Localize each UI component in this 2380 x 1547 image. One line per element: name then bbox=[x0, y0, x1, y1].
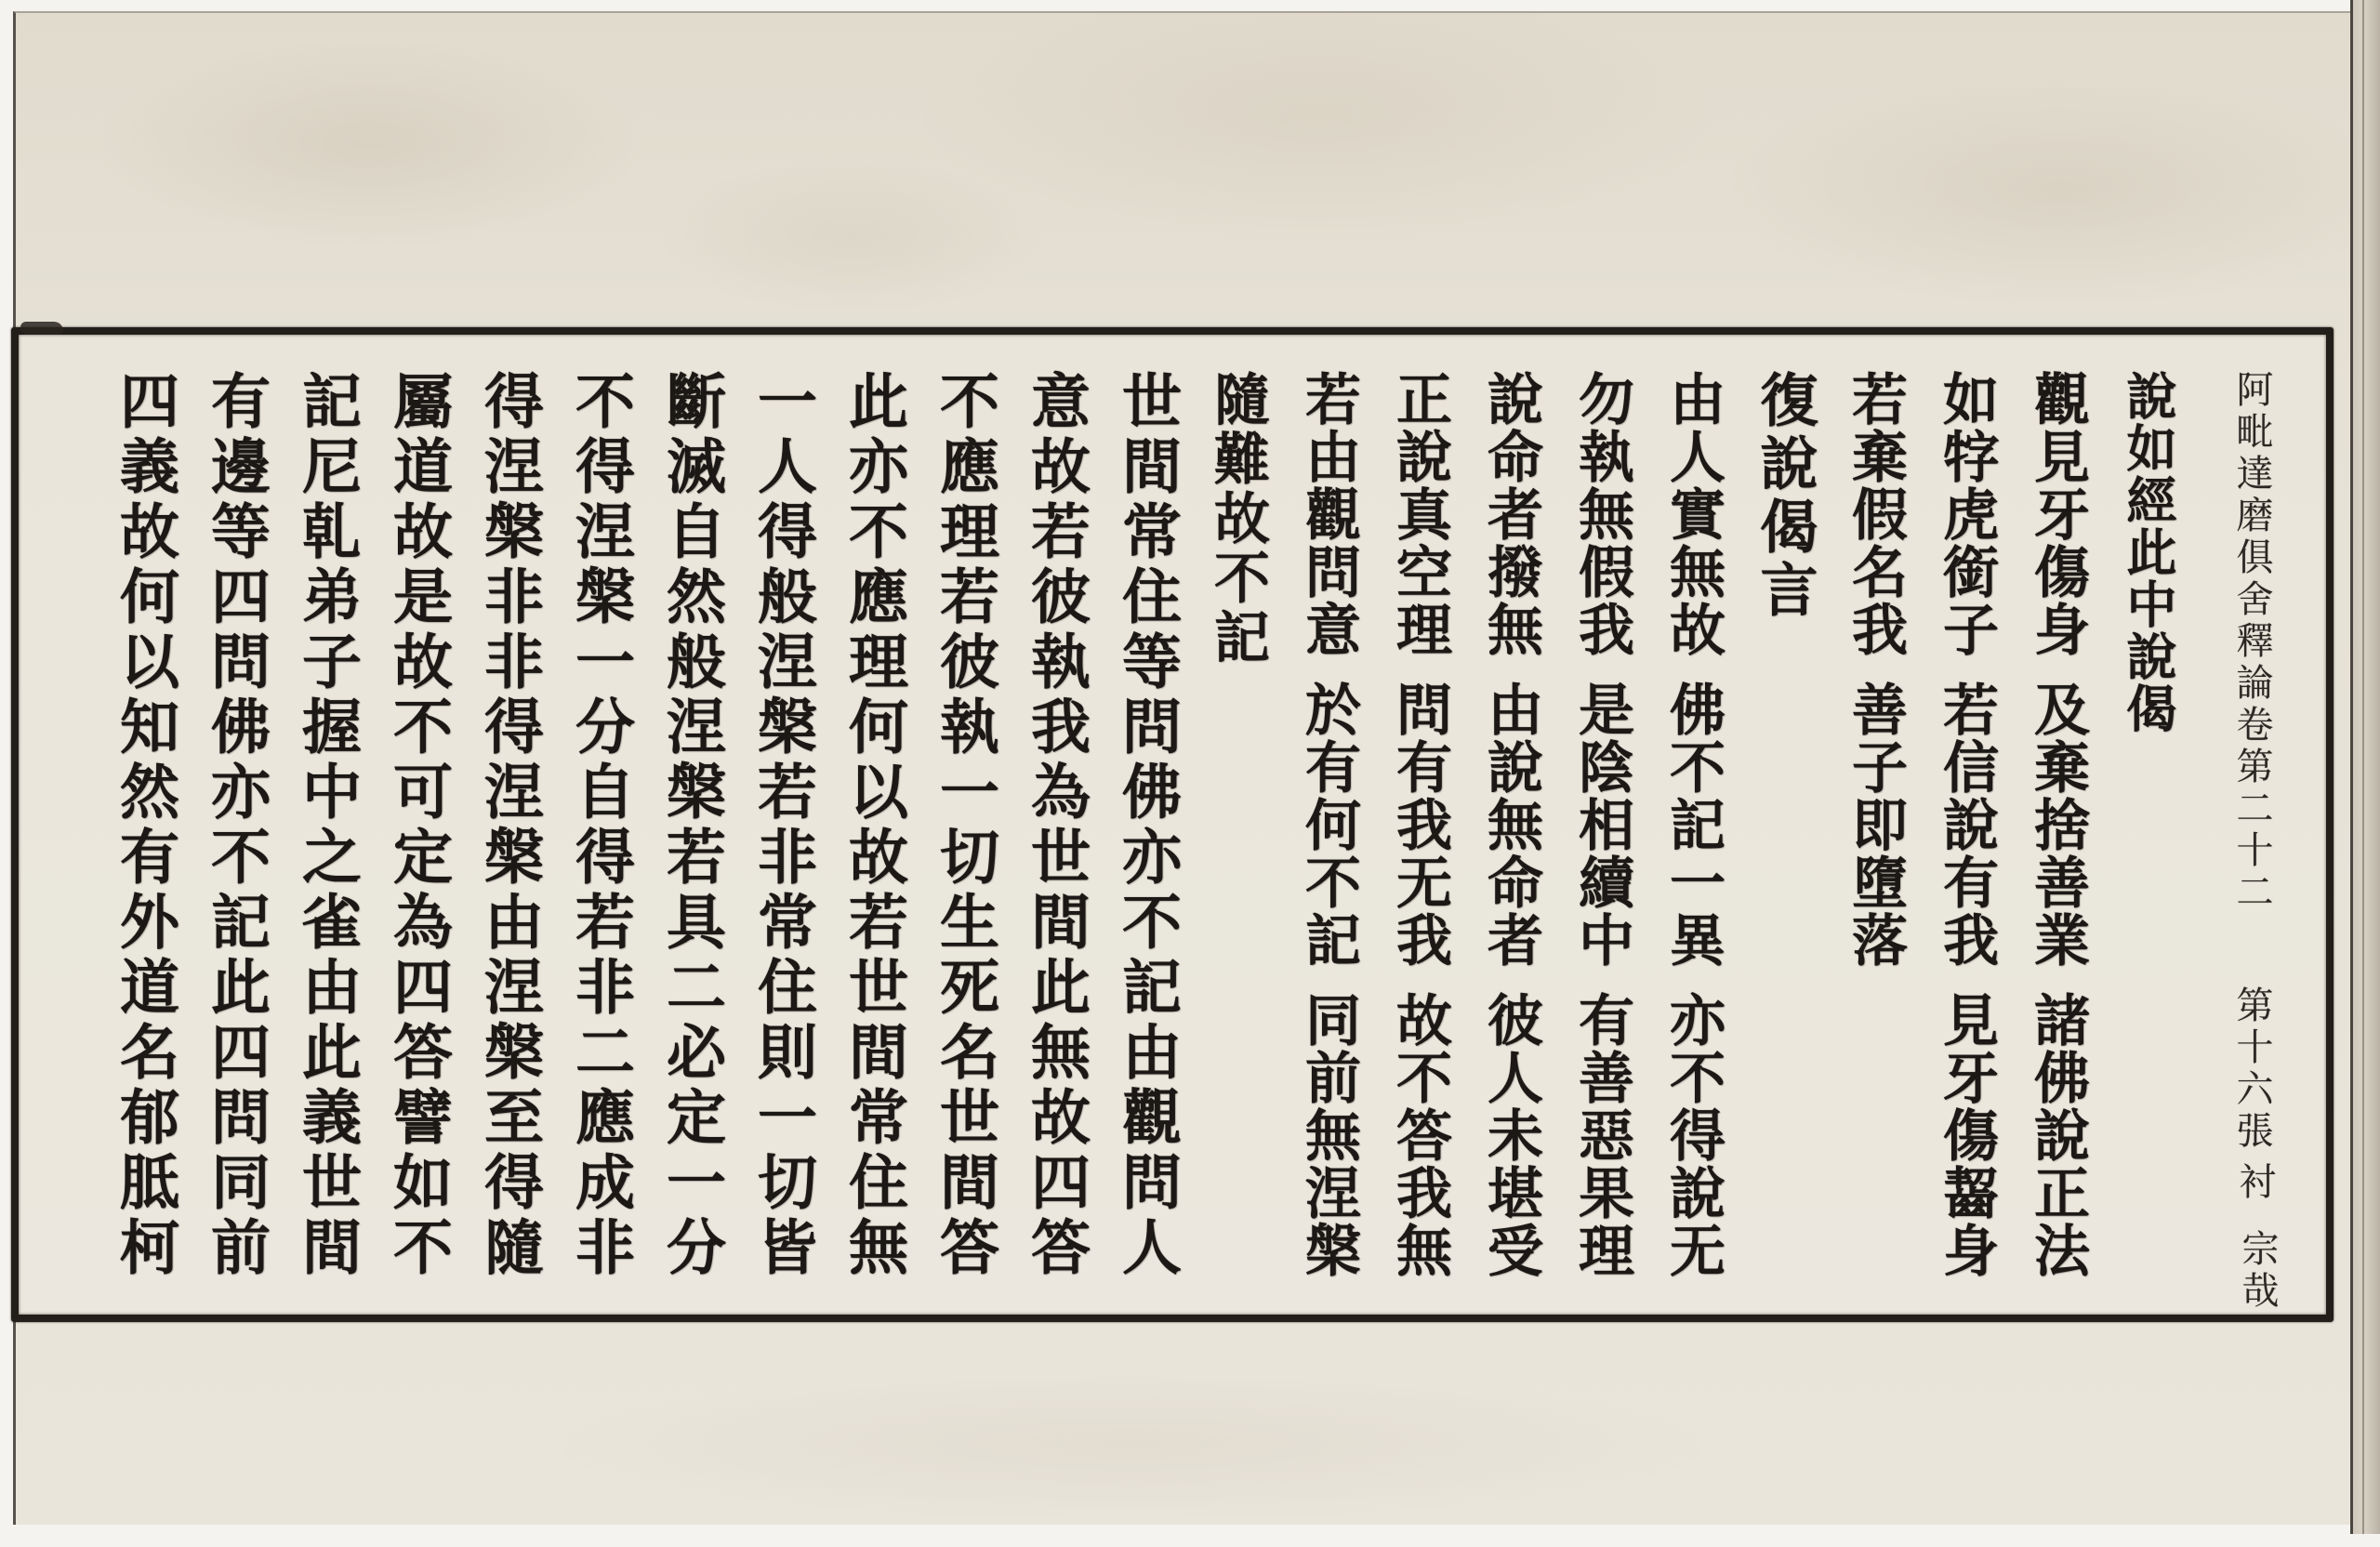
text-column-22 bbox=[198, 370, 272, 1281]
verse-phrase: 故不答我無 bbox=[1387, 991, 1452, 1279]
text-column-18 bbox=[562, 370, 637, 1281]
column-text: 說如經此中說偈 bbox=[2119, 370, 2178, 734]
verse-column-7 bbox=[1565, 370, 1639, 1279]
text-column-19 bbox=[471, 370, 546, 1281]
text-column-16 bbox=[745, 370, 819, 1281]
column-text: 世間常住等問佛亦不記由觀問人 bbox=[1112, 370, 1182, 1281]
text-column-13 bbox=[1018, 370, 1092, 1281]
text-column-12 bbox=[1109, 370, 1183, 1281]
verse-phrase: 彼人未堪受 bbox=[1478, 991, 1543, 1279]
verse-phrase: 見牙傷齧身 bbox=[1934, 991, 1999, 1279]
text-column-15 bbox=[836, 370, 910, 1281]
verse-phrase: 問有我无我 bbox=[1387, 681, 1452, 969]
text-column-1 bbox=[2111, 370, 2186, 734]
column-text: 不得涅槃一分自得若非二應成非 bbox=[565, 370, 635, 1281]
binding-crease bbox=[2362, 0, 2364, 1534]
verse-column-10 bbox=[1291, 370, 1366, 1279]
ink-smudge bbox=[20, 322, 63, 335]
column-text: 意故若彼執我為世間此無故四答 bbox=[1021, 370, 1091, 1281]
verse-phrase: 如牸虎銜子 bbox=[1934, 370, 1999, 658]
verse-column-4 bbox=[1838, 370, 1912, 969]
verse-phrase: 正說真空理 bbox=[1387, 370, 1452, 658]
column-text: 復說偈言 bbox=[1751, 370, 1818, 623]
verse-phrase: 是陰相續中 bbox=[1569, 681, 1634, 969]
text-column-14 bbox=[927, 370, 1001, 1281]
verse-phrase: 觀見牙傷身 bbox=[2025, 370, 2090, 658]
column-text: 此亦不應理何以故若世間常住無 bbox=[839, 370, 908, 1281]
column-text: 四義故何以知然有外道名郁胝柯 bbox=[110, 370, 179, 1281]
column-text: 斷滅自然般涅槃若具二必定一分 bbox=[656, 370, 726, 1281]
verse-phrase: 若由觀問意 bbox=[1296, 370, 1361, 658]
text-column-23 bbox=[107, 370, 181, 1281]
verse-column-8 bbox=[1474, 370, 1548, 1279]
column-text: 記尼乹弟子握中之雀由此義世間 bbox=[292, 370, 362, 1281]
verse-phrase: 若棄假名我 bbox=[1843, 370, 1908, 658]
verse-phrase: 有善惡果理 bbox=[1569, 991, 1634, 1279]
column-text: 得涅槃非非得涅槃由涅槃至得隨 bbox=[474, 370, 544, 1281]
verse-phrase: 由說無命者 bbox=[1478, 681, 1543, 969]
text-column-11 bbox=[1200, 370, 1275, 668]
verse-phrase: 說命者撥無 bbox=[1478, 370, 1543, 658]
text-column-17 bbox=[654, 370, 728, 1281]
margin-mark: 衬 bbox=[2233, 1162, 2276, 1204]
column-text: 有邊等四問佛亦不記此四問同前 bbox=[201, 370, 271, 1281]
verse-phrase: 由人實無故 bbox=[1660, 370, 1726, 658]
column-text: 屬道故是故不可定為四答譬如不 bbox=[383, 370, 453, 1281]
verse-phrase: 諸佛說正法 bbox=[2025, 991, 2090, 1279]
text-column-5 bbox=[1747, 370, 1821, 623]
verse-phrase: 同前無涅槃 bbox=[1296, 991, 1361, 1279]
column-text: 不應理若彼執一切生死名世間答 bbox=[930, 370, 999, 1281]
column-text: 隨難故不記 bbox=[1205, 370, 1270, 668]
verse-phrase: 及棄捨善業 bbox=[2025, 681, 2090, 969]
verse-phrase: 勿執無假我 bbox=[1569, 370, 1634, 658]
text-column-21 bbox=[289, 370, 364, 1281]
verse-phrase: 於有何不記 bbox=[1296, 681, 1361, 969]
verse-phrase: 善子即墮落 bbox=[1843, 681, 1908, 969]
verse-column-9 bbox=[1382, 370, 1457, 1279]
case-mark: 宗哉 bbox=[2236, 1229, 2279, 1313]
verse-phrase: 佛不記一異 bbox=[1660, 681, 1726, 969]
column-text: 一人得般涅槃若非常住則一切皆 bbox=[747, 370, 817, 1281]
margin-column bbox=[2230, 0, 2279, 1320]
verse-column-2 bbox=[2020, 370, 2095, 1279]
verse-phrase: 若信說有我 bbox=[1934, 681, 1999, 969]
verse-column-6 bbox=[1656, 370, 1730, 1279]
margin-title: 阿毗達磨俱舍釋論卷第二十二 bbox=[2230, 370, 2273, 914]
verse-phrase: 亦不得說无 bbox=[1660, 991, 1726, 1279]
verse-column-3 bbox=[1929, 370, 2003, 1279]
sheet-number: 第十六張 bbox=[2230, 985, 2273, 1153]
book-binding-edge bbox=[2350, 0, 2380, 1534]
text-column-20 bbox=[380, 370, 455, 1281]
